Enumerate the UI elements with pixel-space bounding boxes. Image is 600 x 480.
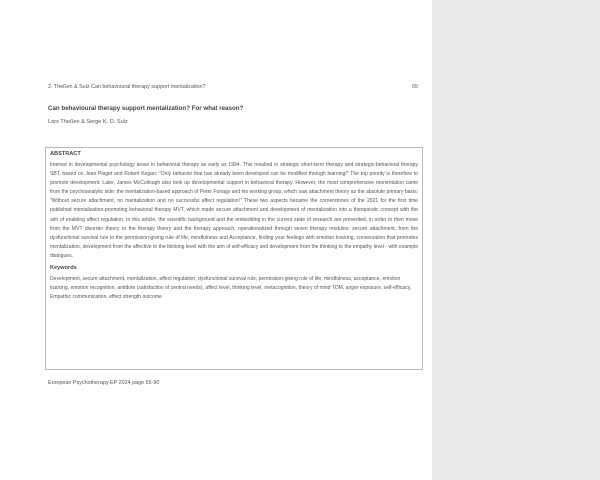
page-number: 65 [412,84,418,90]
article-authors: Lars Theßen & Serge K. D. Sulz [48,119,128,125]
abstract-text: Interest in developmental psychology arose in behavioral therapy as early as 1994. This resulted in strategic short-term therapy and strategic-behavioral therapy SBT, based on Jean Piaget and Robert Kegan: "Only behavior that has already been developed can be modified through learning!" The top priority is therefore to promote development. Later, James McCullough also took up developmental support in behavioral therapy. However, the most comprehensive reorientation came from the psychoanalytic side: the mentalization-based approach of Peter Fonagy and his working group, which saw attachment theory as the absolute primary basis: "Without secure attachment, no mentalization and no successful affect regulation!" These two aspects became the cornerstones of the 2021 for the first time published mentalization-promoting behavioral therapy MVT, which made secure attachment and development of mentalization into a therapeutic concept with the aim of enabling affect regulation. In this article, the scientific background and the embedding in the current state of research are presented, in order to then move from the MVT disorder theory to the therapy theory and the therapy approach, operationalized through seven therapy modules: secure attachment, from the dysfunctional survival rule to the permission-giving rule of life, mindfulness and Acceptance, finding your feelings with emotion tracking, conversation that promotes mentalization, development from the affective to the thinking level with the aim of self-efficacy and development from the thinking to the empathy level - with example dialogues. [50,162,418,259]
abstract-box [45,147,423,370]
journal-reference: European Psychotherapy EP 2024 page 65-90 [48,380,160,386]
abstract-heading: ABSTRACT [50,151,81,157]
side-panel [432,0,600,480]
keywords-text: Development, secure attachment, mentalization, affect regulation, dysfunctional survival rule, permission-giving rule of life, mindfulness, acceptance, emotion tracking, emotion recognition, antidote (satisfaction of central needs), affect level, thinking level, metacognition, theory of mind TOM, anger exposure, self-efficacy, Empathic communication, effect strength outcome [50,276,412,301]
article-title: Can behavioural therapy support mentalization? For what reason? [48,105,244,112]
keywords-heading: Keywords [50,265,77,272]
running-header: 2. Theßen & Sulz Can behavioural therapy support mentalization? [48,84,206,90]
